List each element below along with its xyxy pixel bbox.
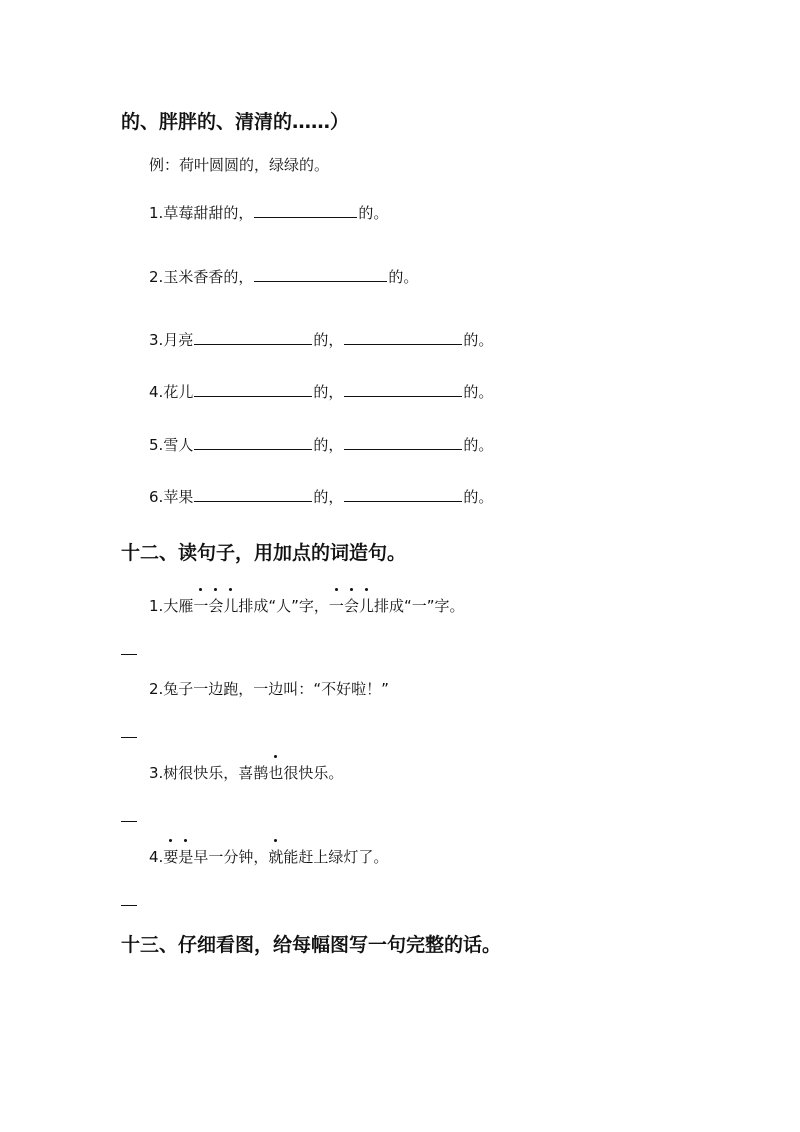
sentence-part: 3.树很快乐，喜鹊	[149, 764, 269, 782]
item-suffix: 的。	[463, 488, 494, 506]
item-middle: 的，	[313, 436, 344, 454]
dotted-word	[268, 848, 283, 866]
s11-item-6	[149, 486, 493, 507]
item-middle: 的，	[313, 383, 344, 401]
item-number: 1.	[149, 204, 164, 222]
dotted-word	[329, 597, 374, 615]
dotted-char: 一	[328, 597, 344, 615]
section-11-tail-text: 的、胖胖的、清清的……）	[121, 111, 350, 133]
answer-blank-2[interactable]	[344, 382, 462, 397]
dotted-char: 一	[193, 597, 209, 615]
s11-item-5	[149, 434, 493, 455]
answer-line[interactable]	[121, 821, 137, 822]
item-prompt: 草莓甜甜的，	[163, 204, 254, 222]
answer-blank-1[interactable]	[194, 330, 312, 345]
section-12-heading: 十二、读句子，用加点的词造句。	[121, 542, 407, 564]
item-suffix: 的。	[358, 204, 389, 222]
s12-sentence-2: 2.兔子一边跑，一边叫：“不好啦！”	[149, 680, 389, 698]
sentence-part: 排成“一”字。	[373, 597, 465, 615]
item-prompt: 玉米香香的，	[163, 268, 254, 286]
s11-item-2	[149, 266, 418, 287]
dotted-char: 也	[268, 764, 284, 782]
dotted-word	[193, 597, 238, 615]
answer-line[interactable]	[121, 654, 137, 655]
s11-item-1	[149, 202, 388, 223]
item-subject: 月亮	[163, 331, 194, 349]
dotted-char: 儿	[358, 597, 374, 615]
item-number: 4.	[149, 848, 164, 866]
answer-blank-2[interactable]	[344, 330, 462, 345]
dotted-word	[268, 764, 283, 782]
item-number: 1.	[149, 597, 164, 615]
answer-blank-1[interactable]	[194, 382, 312, 397]
answer-blank-2[interactable]	[344, 487, 462, 502]
answer-blank-1[interactable]	[194, 435, 312, 450]
answer-blank-2[interactable]	[344, 435, 462, 450]
dotted-char: 就	[268, 848, 284, 866]
s11-item-4	[149, 381, 493, 402]
dotted-char: 要	[163, 848, 179, 866]
s12-sentence-3	[149, 762, 343, 783]
item-number: 6.	[149, 488, 164, 506]
dotted-char: 会	[208, 597, 224, 615]
item-suffix: 的。	[463, 331, 494, 349]
answer-line[interactable]	[121, 737, 137, 738]
answer-blank-1[interactable]	[194, 487, 312, 502]
sentence-part: 能赶上绿灯了。	[283, 848, 389, 866]
sentence-part: 大雁	[163, 597, 194, 615]
item-number: 4.	[149, 383, 164, 401]
item-subject: 雪人	[163, 436, 194, 454]
sentence-part: 早一分钟，	[193, 848, 269, 866]
item-number: 2.	[149, 268, 164, 286]
dotted-char: 是	[178, 848, 194, 866]
answer-blank[interactable]	[254, 203, 357, 218]
answer-line[interactable]	[121, 905, 137, 906]
sentence-part: 很快乐。	[283, 764, 344, 782]
item-suffix: 的。	[463, 383, 494, 401]
item-middle: 的，	[313, 488, 344, 506]
s12-sentence-4	[149, 846, 388, 867]
item-number: 3.	[149, 331, 164, 349]
dotted-char: 会	[343, 597, 359, 615]
dotted-char: 儿	[223, 597, 239, 615]
sentence-part: 排成“人”字，	[238, 597, 329, 615]
item-subject: 苹果	[163, 488, 194, 506]
section-13-heading: 十三、仔细看图，给每幅图写一句完整的话。	[121, 934, 502, 956]
s11-item-3	[149, 329, 493, 350]
s12-sentence-1	[149, 595, 465, 616]
item-suffix: 的。	[388, 268, 419, 286]
item-subject: 花儿	[163, 383, 194, 401]
dotted-word	[163, 848, 193, 866]
example-line: 例：荷叶圆圆的，绿绿的。	[149, 156, 330, 174]
item-number: 5.	[149, 436, 164, 454]
answer-blank[interactable]	[254, 267, 387, 282]
item-middle: 的，	[313, 331, 344, 349]
item-suffix: 的。	[463, 436, 494, 454]
